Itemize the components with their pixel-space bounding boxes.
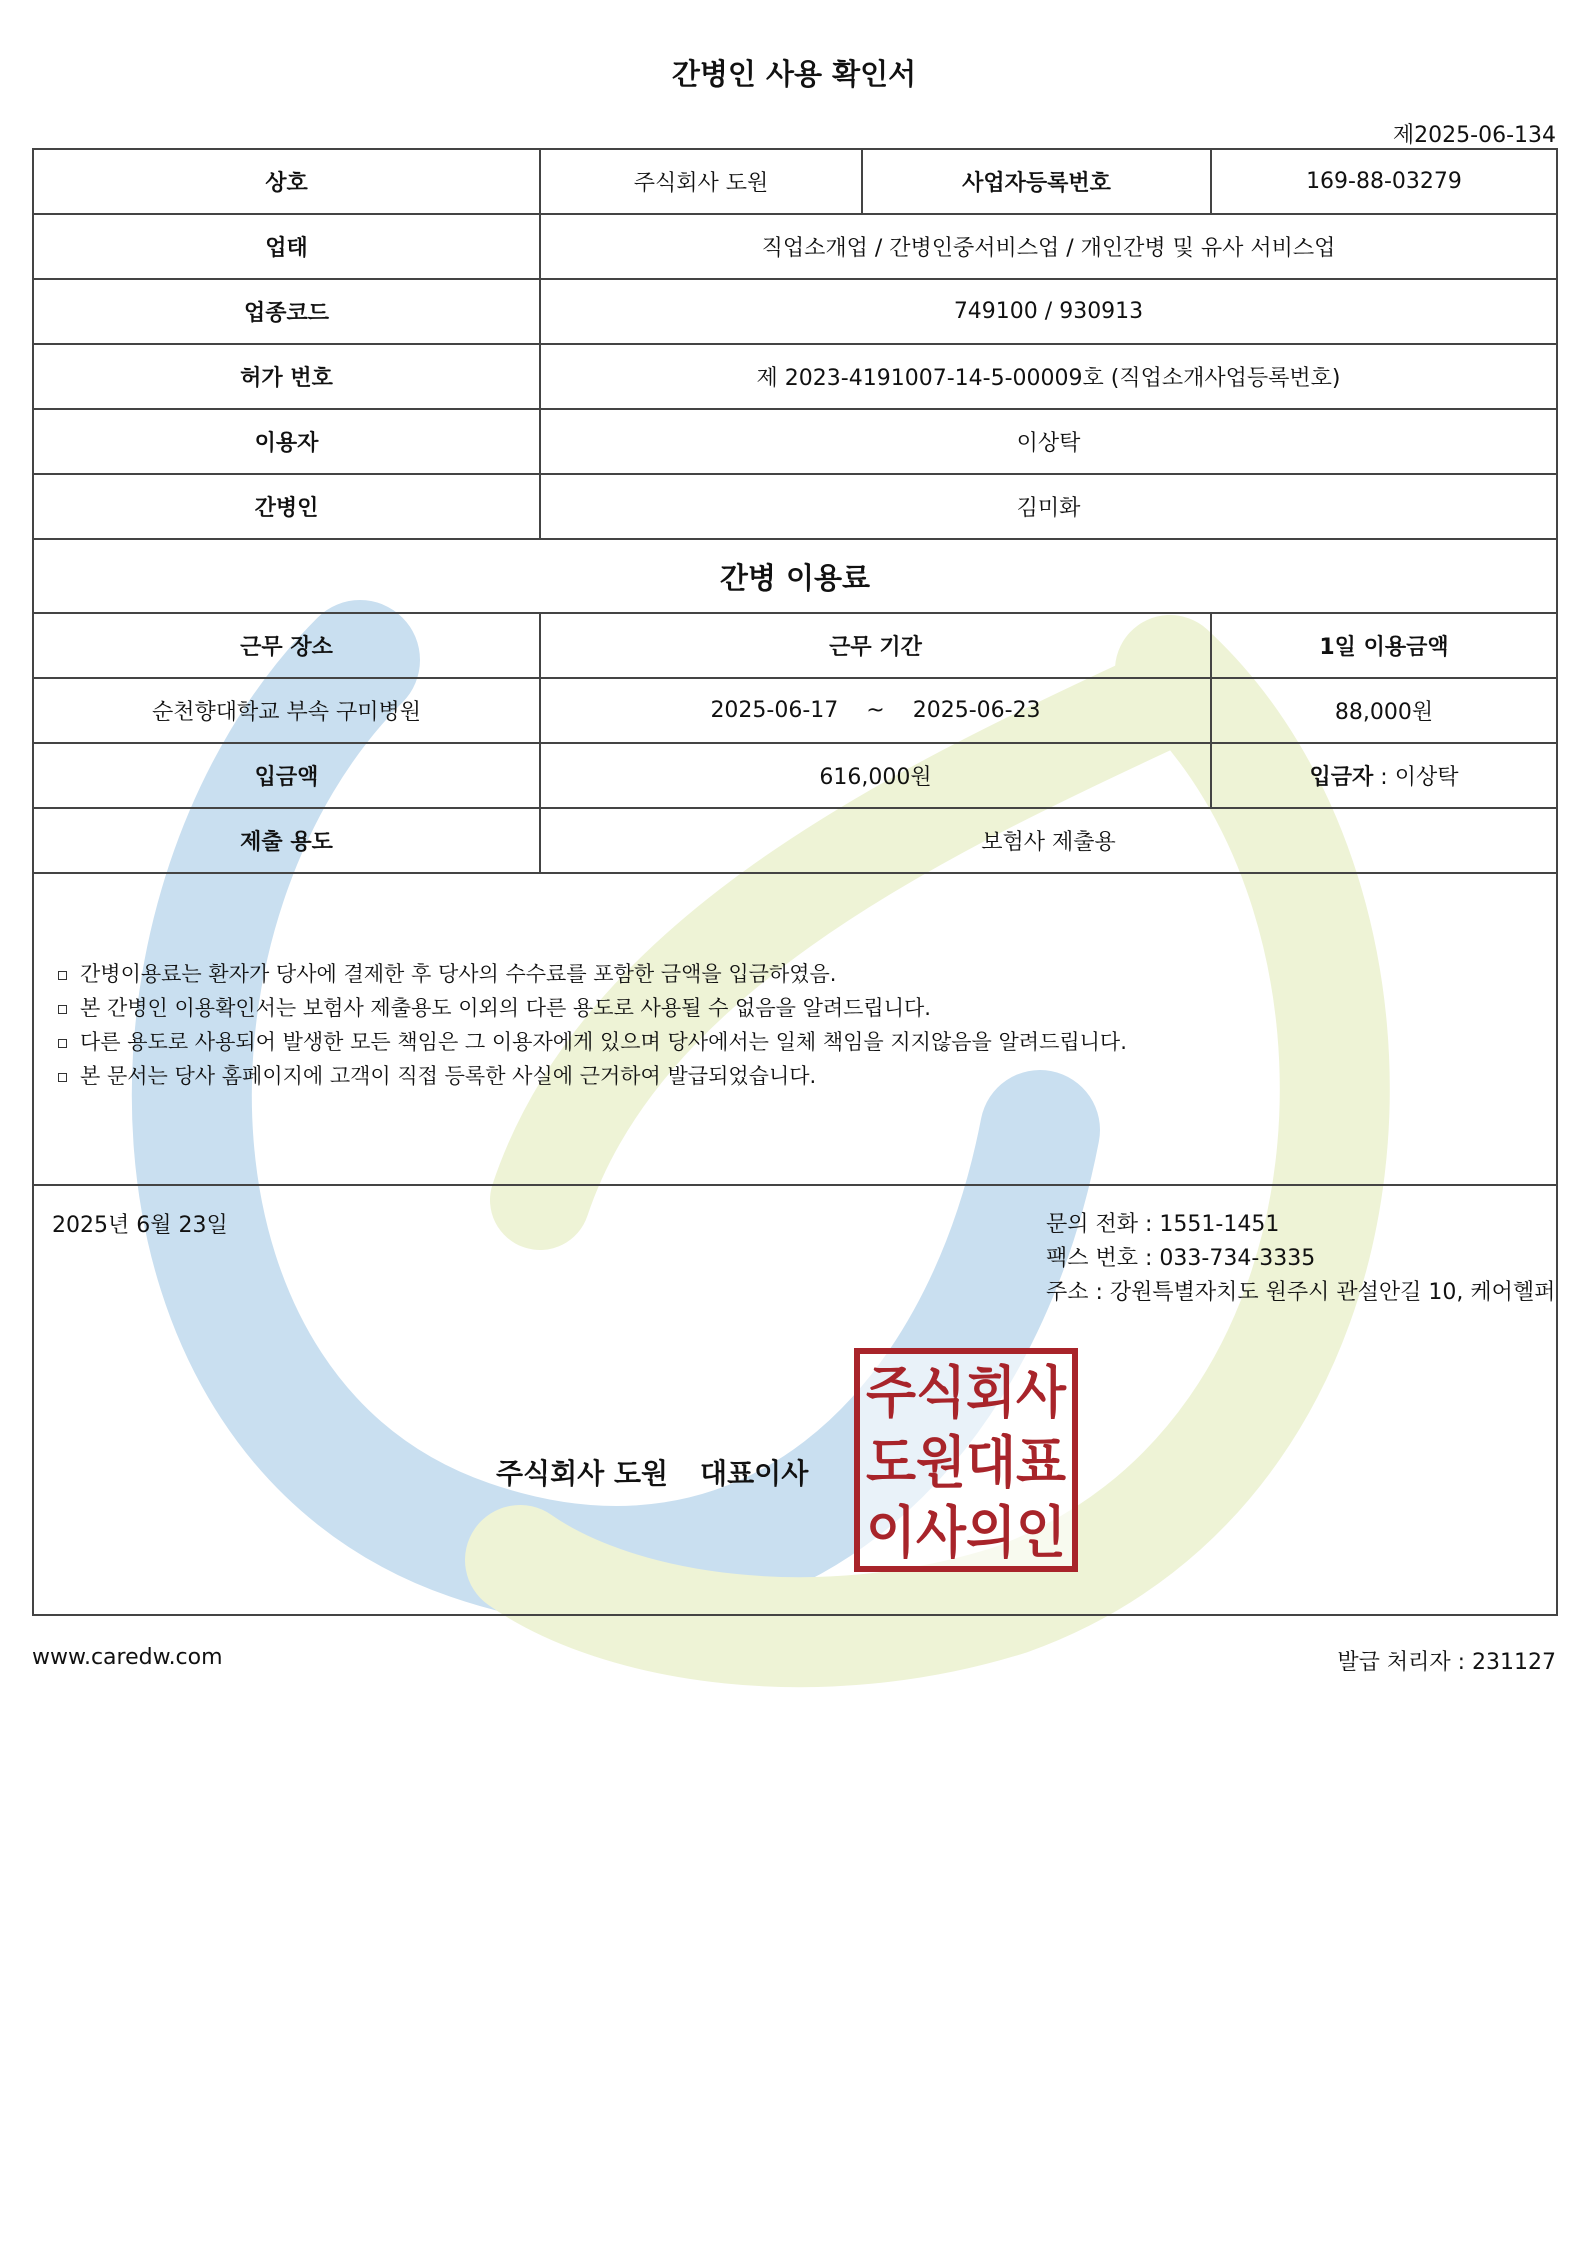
- purpose-label: 제출 용도: [33, 808, 540, 873]
- contact-info: [1046, 1208, 1555, 1310]
- deposit-value: 616,000원: [540, 743, 1211, 808]
- workplace-value: 순천향대학교 부속 구미병원: [33, 678, 540, 743]
- seal-line-3: 이사의인: [866, 1501, 1066, 1566]
- signer-company: 주식회사 도원: [496, 1457, 669, 1490]
- fee-section-title: 간병 이용료: [33, 539, 1557, 613]
- address: 주소 : 강원특별자치도 원주시 관설안길 10, 케어헬퍼: [1046, 1280, 1556, 1305]
- table-row: [33, 678, 1557, 743]
- table-row: [33, 149, 1557, 214]
- document-number: 제2025-06-134: [1392, 123, 1556, 148]
- deposit-label: 입금액: [33, 743, 540, 808]
- confirmation-table: [32, 148, 1558, 1616]
- signer: [496, 1452, 808, 1492]
- bizreg-label: 사업자등록번호: [862, 149, 1211, 214]
- table-row: [33, 613, 1557, 678]
- daily-fee-value: 88,000원: [1211, 678, 1557, 743]
- bizreg-value: 169-88-03279: [1211, 149, 1557, 214]
- list-item: 다른 용도로 사용되어 발생한 모든 책임은 그 이용자에게 있으며 당사에서는 일체 책임을 지지않음을 알려드립니다.: [54, 1025, 1536, 1059]
- caregiver-label: 간병인: [33, 474, 540, 539]
- seal-line-2: 도원대표: [866, 1431, 1066, 1496]
- footer-cell: [33, 1185, 1557, 1615]
- table-row: [33, 474, 1557, 539]
- workplace-label: 근무 장소: [33, 613, 540, 678]
- period-label: 근무 기간: [540, 613, 1211, 678]
- user-value: 이상탁: [540, 409, 1557, 474]
- table-row: [33, 743, 1557, 808]
- business-value: 직업소개업 / 간병인중서비스업 / 개인간병 및 유사 서비스업: [540, 214, 1557, 279]
- company-label: 상호: [33, 149, 540, 214]
- phone-number: 문의 전화 : 1551-1451: [1046, 1212, 1280, 1237]
- permit-label: 허가 번호: [33, 344, 540, 409]
- industry-code-label: 업종코드: [33, 279, 540, 344]
- list-item: 본 문서는 당사 홈페이지에 고객이 직접 등록한 사실에 근거하여 발급되었습니다.: [54, 1059, 1536, 1093]
- caregiver-value: 김미화: [540, 474, 1557, 539]
- period-value: [540, 678, 1211, 743]
- company-seal-icon: [854, 1348, 1078, 1572]
- table-row: [33, 1185, 1557, 1615]
- table-row: [33, 808, 1557, 873]
- fax-number: 팩스 번호 : 033-734-3335: [1046, 1246, 1316, 1271]
- period-separator: ~: [866, 698, 885, 723]
- industry-code-value: 749100 / 930913: [540, 279, 1557, 344]
- daily-fee-label: 1일 이용금액: [1211, 613, 1557, 678]
- list-item: 간병이용료는 환자가 당사에 결제한 후 당사의 수수료를 포함한 금액을 입금하였음.: [54, 957, 1536, 991]
- issuer-info: 발급 처리자 : 231127: [1337, 1650, 1556, 1675]
- purpose-value: 보험사 제출용: [540, 808, 1557, 873]
- list-item: 본 간병인 이용확인서는 보험사 제출용도 이외의 다른 용도로 사용될 수 없음을 알려드립니다.: [54, 991, 1536, 1025]
- table-row: [33, 344, 1557, 409]
- seal-line-1: 주식회사: [866, 1361, 1067, 1426]
- signer-title: 대표이사: [700, 1457, 809, 1490]
- table-row: [33, 214, 1557, 279]
- period-end: 2025-06-23: [912, 698, 1041, 723]
- table-row: [33, 279, 1557, 344]
- business-label: 업태: [33, 214, 540, 279]
- table-row: [33, 409, 1557, 474]
- depositor-cell: [1211, 743, 1557, 808]
- depositor-label: 입금자: [1309, 765, 1374, 790]
- permit-value: 제 2023-4191007-14-5-00009호 (직업소개사업등록번호): [540, 344, 1557, 409]
- document-title: 간병인 사용 확인서: [671, 57, 917, 91]
- notes-list: [54, 957, 1536, 1093]
- website-link[interactable]: www.caredw.com: [32, 1645, 223, 1670]
- user-label: 이용자: [33, 409, 540, 474]
- depositor-separator: :: [1373, 765, 1395, 790]
- notes-cell: [33, 873, 1557, 1185]
- depositor-value: 이상탁: [1394, 765, 1459, 790]
- table-row: [33, 539, 1557, 613]
- company-value: 주식회사 도원: [540, 149, 862, 214]
- issue-date: 2025년 6월 23일: [52, 1213, 228, 1238]
- table-row: [33, 873, 1557, 1185]
- period-start: 2025-06-17: [710, 698, 839, 723]
